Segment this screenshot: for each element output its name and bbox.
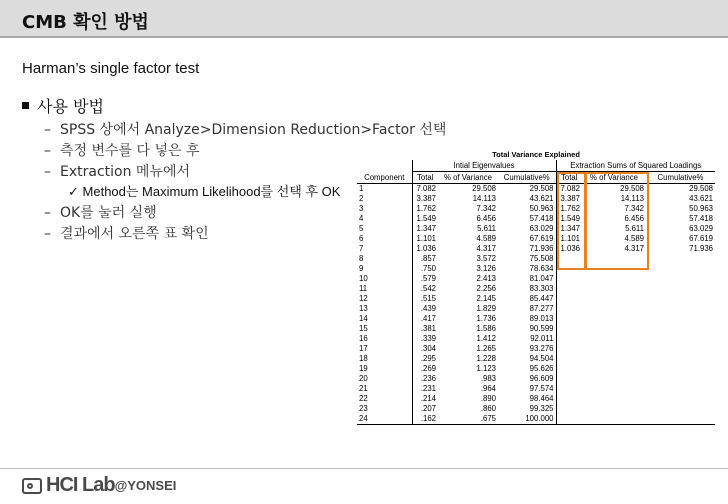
cell-cumulative: 92.011 [530,334,554,343]
lab-logo [22,474,176,497]
dash-icon: – [44,122,51,138]
cell-cumulative: 100.000 [498,414,556,425]
cell-total-extraction [556,304,582,314]
table-row [357,354,715,364]
col-total: Total [412,172,438,184]
cell-total-extraction [556,414,582,425]
cell-pct-variance: 4.317 [476,244,496,253]
step-item-2 [44,140,200,160]
cell-pct-variance: 5.611 [477,224,496,233]
table-row [357,234,715,244]
cell-pct-variance: 2.145 [476,294,496,303]
table-row [357,254,715,264]
table-row [357,264,715,274]
table-row [357,194,715,204]
cell-total-extraction [556,254,582,264]
cell-pct-variance-extraction: 5.611 [625,224,644,233]
cell-total: 7.082 [412,184,438,195]
cell-pct-variance: 3.126 [476,264,496,273]
cell-cumulative-extraction [646,254,715,264]
cell-pct-variance-extraction [582,294,646,304]
cell-total-extraction: 1.036 [556,244,582,254]
cell-pct-variance: 1.228 [476,354,496,363]
table-row [357,384,715,394]
title-bar [0,0,728,38]
step-item-5 [44,223,209,243]
cell-component: 6 [359,234,364,243]
cell-cumulative-extraction [646,274,715,284]
cell-total: 1.347 [412,224,438,234]
cell-cumulative-extraction: 67.619 [689,234,713,243]
footer-divider [0,468,728,469]
table-row [357,334,715,344]
cell-cumulative-extraction [646,294,715,304]
cell-cumulative: 83.303 [529,284,554,293]
cell-pct-variance-extraction [582,384,646,394]
cell-total-extraction [556,324,582,334]
cell-cumulative-extraction [646,404,715,414]
cell-pct-variance: 1.736 [476,314,496,323]
cell-component: 17 [359,344,368,353]
cell-cumulative: 57.418 [529,214,554,223]
cell-pct-variance-extraction [582,404,646,414]
cell-pct-variance-extraction [582,354,646,364]
cell-pct-variance-extraction [582,264,646,274]
logo-text: HCI Lab [46,474,115,496]
table-row [357,184,715,195]
cell-component: 5 [359,224,364,233]
cell-cumulative: 94.504 [529,354,554,363]
cell-cumulative: 87.277 [529,304,554,313]
cell-pct-variance-extraction [582,304,646,314]
cell-cumulative: 97.574 [529,384,554,393]
table-row [357,314,715,324]
cell-cumulative-extraction [646,334,715,344]
cell-total-extraction [556,274,582,284]
cell-total: .269 [412,364,438,374]
cell-pct-variance-extraction: 4.589 [624,234,644,243]
sub-step-label: Method는 Maximum Likelihood를 선택 후 OK [82,184,341,199]
cell-total-extraction [556,294,582,304]
cell-pct-variance: .964 [480,384,496,393]
dash-icon: – [44,164,51,180]
cell-total-extraction [556,374,582,384]
cell-component: 1 [359,184,364,193]
cell-total-extraction: 1.549 [556,214,582,224]
cell-cumulative-extraction [646,384,715,394]
cell-component: 12 [359,294,368,303]
cell-total-extraction [556,334,582,344]
slide-subtitle: Harman’s single factor test [22,60,200,77]
cell-component: 22 [359,394,368,403]
cell-total: .515 [412,294,438,304]
bullet-heading [22,94,104,117]
table-row [357,204,715,214]
step-label: 결과에서 오른쪽 표 확인 [60,226,209,242]
cell-pct-variance: .983 [480,374,496,383]
step-label: SPSS 상에서 Analyze>Dimension Reduction>Factor 선택 [60,122,447,138]
cell-component: 3 [359,204,364,213]
square-bullet-icon [22,102,29,109]
cell-total-extraction: 1.347 [556,224,582,234]
cell-cumulative-extraction: 63.029 [689,224,713,233]
cell-component: 18 [359,354,368,363]
cell-pct-variance-extraction: 7.342 [624,204,644,213]
cell-pct-variance: 29.508 [472,184,496,193]
cell-total: 1.549 [412,214,438,224]
step-label: OK를 눌러 실행 [60,205,157,221]
cell-pct-variance-extraction: 29.508 [620,184,644,193]
col-total-extraction: Total [556,172,582,184]
cell-cumulative-extraction [646,264,715,274]
cell-cumulative: 50.963 [529,204,554,213]
cell-pct-variance-extraction [582,344,646,354]
cell-pct-variance: 1.586 [476,324,496,333]
dash-icon: – [44,143,51,159]
cell-pct-variance: 2.256 [476,284,496,293]
table-row [357,294,715,304]
cell-total: .207 [412,404,438,414]
logo-suffix: @YONSEI [114,478,177,493]
cell-cumulative: 78.634 [529,264,554,273]
cell-component: 24 [357,414,412,425]
cell-pct-variance: 1.412 [476,334,496,343]
step-item-3 [44,161,190,181]
col-component: Component [357,172,412,184]
cell-pct-variance: .675 [438,414,498,425]
variance-table [357,160,715,425]
table-row [357,214,715,224]
header-spacer [357,160,412,172]
cell-total: .381 [412,324,438,334]
cell-cumulative-extraction: 71.936 [689,244,713,253]
cell-component: 2 [359,194,364,203]
cell-total-extraction [556,394,582,404]
cell-cumulative: 75.508 [529,254,554,263]
cell-total-extraction [556,314,582,324]
table-row [357,324,715,334]
step-item-4 [44,202,157,222]
cell-total-extraction [556,354,582,364]
cell-pct-variance-extraction [582,284,646,294]
cell-component: 20 [359,374,368,383]
cell-total: .339 [412,334,438,344]
cell-total: .579 [412,274,438,284]
cell-total: .750 [412,264,438,274]
logo-mark-icon [22,478,42,494]
step-label: Extraction 메뉴에서 [60,164,191,180]
table-row [357,404,715,414]
cell-component: 10 [359,274,368,283]
step-item-1 [44,119,446,139]
cell-pct-variance-extraction: 4.317 [624,244,644,253]
table-row [357,284,715,294]
cell-component: 9 [359,264,364,273]
cell-component: 21 [359,384,368,393]
cell-cumulative: 63.029 [529,224,554,233]
cell-cumulative-extraction: 50.963 [689,204,713,213]
cell-total-extraction [556,384,582,394]
cell-pct-variance: 1.123 [476,364,496,373]
cell-component: 14 [359,314,368,323]
cell-component: 15 [359,324,368,333]
cell-total: .231 [412,384,438,394]
cell-total: .236 [412,374,438,384]
cell-cumulative: 67.619 [529,234,554,243]
cell-component: 4 [359,214,364,223]
cell-pct-variance: .860 [480,404,496,413]
cell-pct-variance-extraction: 6.456 [624,214,644,223]
table-row [357,364,715,374]
cell-component: 13 [359,304,368,313]
cell-total: .295 [412,354,438,364]
cell-total-extraction: 7.082 [556,184,582,195]
cell-total: .162 [412,414,438,425]
cell-total-extraction [556,344,582,354]
cell-pct-variance: 7.342 [476,204,496,213]
cell-cumulative: 85.447 [529,294,554,303]
cell-total: 1.036 [412,244,438,254]
cell-total-extraction: 3.387 [556,194,582,204]
cell-cumulative-extraction [646,324,715,334]
table-row [357,414,715,425]
slide-title: CMB 확인 방법 [22,12,149,33]
cell-pct-variance: 1.265 [476,344,496,353]
cell-cumulative: 81.047 [529,274,554,283]
table-row [357,274,715,284]
cell-cumulative-extraction: 57.418 [689,214,713,223]
cell-pct-variance-extraction [582,254,646,264]
cell-pct-variance: .890 [480,394,496,403]
cell-component: 7 [359,244,364,253]
bullet-heading-label: 사용 방법 [37,97,104,116]
cell-cumulative: 93.276 [529,344,554,353]
cell-cumulative-extraction [646,314,715,324]
cell-total-extraction [556,364,582,374]
col-pct-variance-extraction: % of Variance [582,172,646,184]
cell-total: 1.762 [412,204,438,214]
cell-component: 16 [359,334,368,343]
cell-pct-variance-extraction [582,394,646,404]
cell-cumulative-extraction [646,304,715,314]
cell-total: 3.387 [412,194,438,204]
cell-cumulative: 95.626 [529,364,554,373]
cell-pct-variance-extraction [582,414,646,425]
check-icon: ✓ [68,184,79,199]
col-cumulative: Cumulative% [498,172,556,184]
cell-cumulative: 96.609 [529,374,554,383]
cell-pct-variance-extraction [582,364,646,374]
table-row [357,304,715,314]
cell-total: .417 [412,314,438,324]
col-pct-variance: % of Variance [438,172,498,184]
cell-cumulative: 29.508 [529,184,554,193]
cell-total: 1.101 [412,234,438,244]
cell-total-extraction: 1.101 [556,234,582,244]
cell-cumulative-extraction [646,374,715,384]
cell-cumulative-extraction: 43.621 [689,194,713,203]
cell-pct-variance-extraction [582,334,646,344]
table-title: Total Variance Explained [492,150,580,159]
cell-pct-variance-extraction [582,324,646,334]
cell-component: 23 [359,404,368,413]
table-row [357,344,715,354]
cell-pct-variance: 4.589 [476,234,496,243]
table-row [357,244,715,254]
cell-component: 11 [359,284,368,293]
cell-total: .214 [412,394,438,404]
table-row [357,394,715,404]
col-cumulative-extraction: Cumulative% [646,172,715,184]
cell-component: 8 [359,254,364,263]
cell-total-extraction [556,404,582,414]
cell-cumulative: 89.013 [529,314,554,323]
step-label: 측정 변수를 다 넣은 후 [60,143,200,159]
cell-total: .439 [412,304,438,314]
cell-total: .542 [412,284,438,294]
cell-cumulative-extraction [646,284,715,294]
sub-step-item [68,181,340,200]
cell-pct-variance: 1.829 [476,304,496,313]
cell-cumulative: 71.936 [529,244,554,253]
cell-cumulative-extraction: 29.508 [689,184,713,193]
dash-icon: – [44,226,51,242]
header-initial-eigenvalues: Intial Eigenvalues [412,160,556,172]
cell-pct-variance: 6.456 [476,214,496,223]
cell-cumulative: 98.464 [529,394,554,403]
cell-pct-variance-extraction [582,274,646,284]
cell-cumulative-extraction [646,414,715,425]
cell-pct-variance-extraction [582,374,646,384]
dash-icon: – [44,205,51,221]
cell-pct-variance: 3.572 [476,254,496,263]
cell-cumulative-extraction [646,344,715,354]
cell-pct-variance-extraction: 14.113 [620,194,644,203]
cell-cumulative-extraction [646,394,715,404]
cell-cumulative-extraction [646,364,715,374]
cell-cumulative: 43.621 [529,194,554,203]
table-row [357,374,715,384]
header-extraction-loadings: Extraction Sums of Squared Loadings [556,160,715,172]
table-row [357,224,715,234]
cell-pct-variance: 2.413 [476,274,496,283]
cell-cumulative: 90.599 [529,324,554,333]
cell-total: .857 [412,254,438,264]
cell-total-extraction: 1.762 [556,204,582,214]
cell-total: .304 [412,344,438,354]
cell-cumulative: 99.325 [529,404,554,413]
cell-total-extraction [556,264,582,274]
cell-total-extraction [556,284,582,294]
table-body [357,184,715,425]
cell-pct-variance-extraction [582,314,646,324]
cell-component: 19 [359,364,368,373]
cell-pct-variance: 14.113 [472,194,496,203]
cell-cumulative-extraction [646,354,715,364]
